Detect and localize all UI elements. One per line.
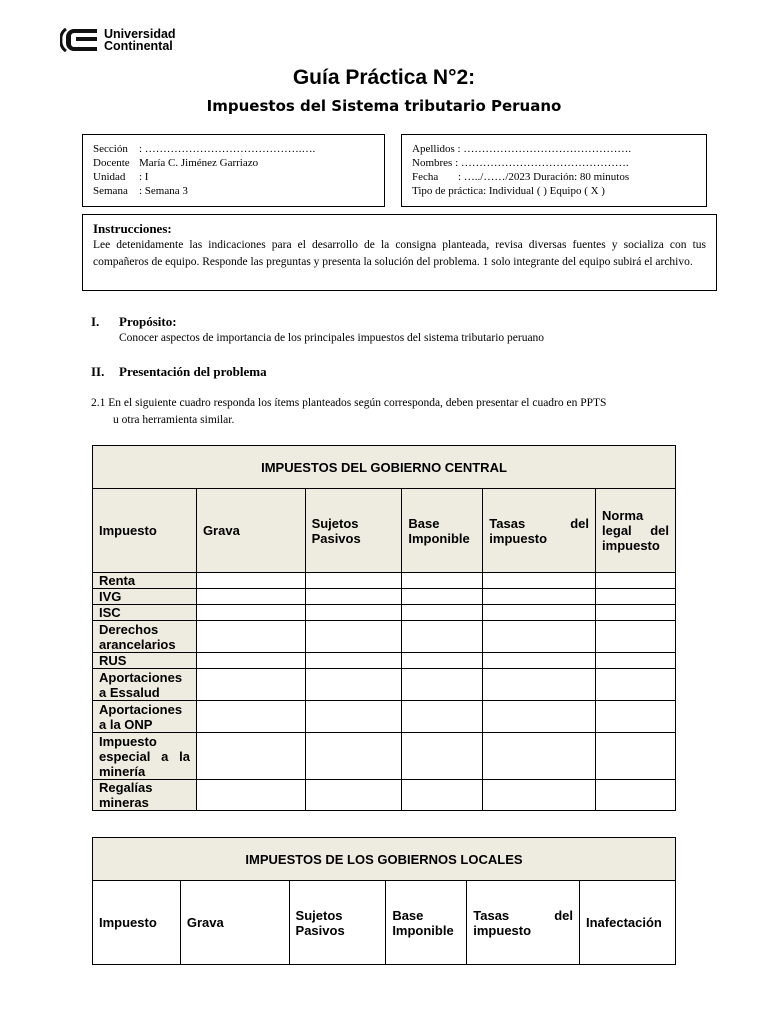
table-cell[interactable]: [483, 605, 596, 621]
nombres-field[interactable]: Nombres : ……………………………………….: [412, 157, 629, 169]
table-cell[interactable]: [402, 621, 483, 653]
table1-header-norma: Norma legal del impuesto: [596, 489, 676, 573]
table-cell[interactable]: [196, 780, 305, 811]
item-2-1-line2: u otra herramienta similar.: [113, 414, 235, 426]
unidad-value: : I: [139, 171, 149, 183]
apellidos-field[interactable]: Apellidos : ……………………………………….: [412, 143, 632, 155]
table2-header-grava: Grava: [180, 881, 289, 965]
unidad-label: Unidad: [93, 171, 126, 183]
table-cell[interactable]: [483, 669, 596, 701]
docente-value: María C. Jiménez Garriazo: [139, 157, 259, 169]
table1-title: IMPUESTOS DEL GOBIERNO CENTRAL: [93, 446, 676, 489]
table-cell[interactable]: [596, 589, 676, 605]
table-row: [93, 701, 676, 733]
table-cell[interactable]: [196, 669, 305, 701]
table-cell[interactable]: [402, 605, 483, 621]
fecha-row: [412, 170, 706, 184]
table-cell[interactable]: [196, 701, 305, 733]
page-subtitle: Impuestos del Sistema tributario Peruano: [206, 97, 562, 115]
semana-value: : Semana 3: [139, 185, 188, 197]
row-label-ivg: IVG: [93, 589, 197, 605]
seccion-label: Sección: [93, 143, 128, 155]
table1-header-grava: Grava: [196, 489, 305, 573]
table-cell[interactable]: [483, 573, 596, 589]
table1-header-impuesto: Impuesto: [93, 489, 197, 573]
table-row: [93, 621, 676, 653]
table-cell[interactable]: [483, 701, 596, 733]
table-cell[interactable]: [305, 605, 402, 621]
unidad-row: [93, 170, 384, 184]
section1-number: I.: [91, 314, 100, 329]
table2-title: IMPUESTOS DE LOS GOBIERNOS LOCALES: [93, 838, 676, 881]
table-cell[interactable]: [196, 733, 305, 780]
table-row: [93, 573, 676, 589]
table-cell[interactable]: [305, 701, 402, 733]
docente-label: Docente: [93, 157, 130, 169]
instructions-title: Instrucciones:: [93, 221, 172, 236]
table-row: [93, 605, 676, 621]
table-cell[interactable]: [402, 701, 483, 733]
table-cell[interactable]: [596, 733, 676, 780]
table-cell[interactable]: [596, 780, 676, 811]
table-row: [93, 733, 676, 780]
seccion-row: [93, 142, 384, 156]
continental-logo-icon: [60, 27, 100, 53]
page-title: Guía Práctica N°2:: [292, 66, 476, 89]
table-cell[interactable]: [196, 605, 305, 621]
row-label-onp: Aportaciones a la ONP: [93, 701, 197, 733]
table-cell[interactable]: [305, 780, 402, 811]
fecha-value: : …../……/2023 Duración: 80 minutos: [458, 171, 630, 183]
table-cell[interactable]: [305, 669, 402, 701]
table-cell[interactable]: [402, 780, 483, 811]
section2-title: Presentación del problema: [119, 364, 267, 379]
table-cell[interactable]: [596, 653, 676, 669]
semana-label: Semana: [93, 185, 128, 197]
table2-header-tasas: Tasas del impuesto: [467, 881, 580, 965]
table-cell[interactable]: [402, 669, 483, 701]
table1-header-base: Base Imponible: [402, 489, 483, 573]
table-cell[interactable]: [483, 733, 596, 780]
table-row: [93, 780, 676, 811]
row-label-mineria: Impuesto especial a la minería: [93, 733, 197, 780]
local-government-taxes-table: [92, 837, 676, 965]
row-label-regalias: Regalías mineras: [93, 780, 197, 811]
table-cell[interactable]: [483, 589, 596, 605]
table-cell[interactable]: [483, 621, 596, 653]
table-cell[interactable]: [596, 621, 676, 653]
table-row: [93, 653, 676, 669]
table-cell[interactable]: [402, 573, 483, 589]
row-label-renta: Renta: [93, 573, 197, 589]
instructions-box: [82, 214, 717, 291]
section1-title: Propósito:: [119, 314, 177, 329]
table-cell[interactable]: [596, 605, 676, 621]
table-cell[interactable]: [305, 589, 402, 605]
brand-line2: Continental: [104, 39, 173, 53]
row-label-isc: ISC: [93, 605, 197, 621]
docente-row: [93, 156, 384, 170]
row-label-derechos: Derechos arancelarios: [93, 621, 197, 653]
section2-number: II.: [91, 364, 105, 379]
item-2-1-line1: 2.1 En el siguiente cuadro responda los ítems planteados según corresponda, deben presentar el cuadro en PPTS: [91, 397, 607, 409]
table-cell[interactable]: [483, 780, 596, 811]
central-government-taxes-table: [92, 445, 676, 811]
fecha-label: Fecha: [412, 171, 439, 183]
semana-row: [93, 184, 384, 198]
student-info-box-left: [82, 134, 385, 207]
table-cell[interactable]: [596, 669, 676, 701]
table-cell[interactable]: [305, 733, 402, 780]
table2-header-sujetos: Sujetos Pasivos: [289, 881, 386, 965]
tipo-practica: Tipo de práctica: Individual ( ) Equipo ( X ): [412, 185, 605, 197]
brand-line1: Universidad: [104, 27, 176, 41]
table-cell[interactable]: [596, 701, 676, 733]
seccion-value: : …………………………………….….: [139, 143, 316, 155]
section1-text: Conocer aspectos de importancia de los principales impuestos del sistema tributario peruano: [119, 332, 545, 344]
table-cell[interactable]: [402, 733, 483, 780]
table-cell[interactable]: [596, 573, 676, 589]
table-cell[interactable]: [196, 589, 305, 605]
table1-header-tasas: Tasas del impuesto: [483, 489, 596, 573]
university-logo: [60, 26, 176, 54]
table-cell[interactable]: [196, 621, 305, 653]
student-info-box-right: [401, 134, 707, 207]
table-cell[interactable]: [196, 653, 305, 669]
row-label-essalud: Aportaciones a Essalud: [93, 669, 197, 701]
table2-header-impuesto: Impuesto: [93, 881, 181, 965]
table2-header-base: Base Imponible: [386, 881, 467, 965]
table-row: [93, 589, 676, 605]
table1-header-sujetos: Sujetos Pasivos: [305, 489, 402, 573]
table-cell[interactable]: [483, 653, 596, 669]
table-cell[interactable]: [402, 589, 483, 605]
table-cell[interactable]: [305, 621, 402, 653]
table2-header-inafectacion: Inafectación: [580, 881, 676, 965]
table-cell[interactable]: [305, 653, 402, 669]
table-cell[interactable]: [402, 653, 483, 669]
table-row: [93, 669, 676, 701]
table-cell[interactable]: [196, 573, 305, 589]
table-cell[interactable]: [305, 573, 402, 589]
row-label-rus: RUS: [93, 653, 197, 669]
instructions-text: Lee detenidamente las indicaciones para el desarrollo de la consigna planteada, revisa diversas fuentes y socializa con tus compañeros de equipo. Responde las preguntas y presenta la solución del problema. 1 solo integrante del equipo subirá el archivo.: [93, 239, 706, 268]
